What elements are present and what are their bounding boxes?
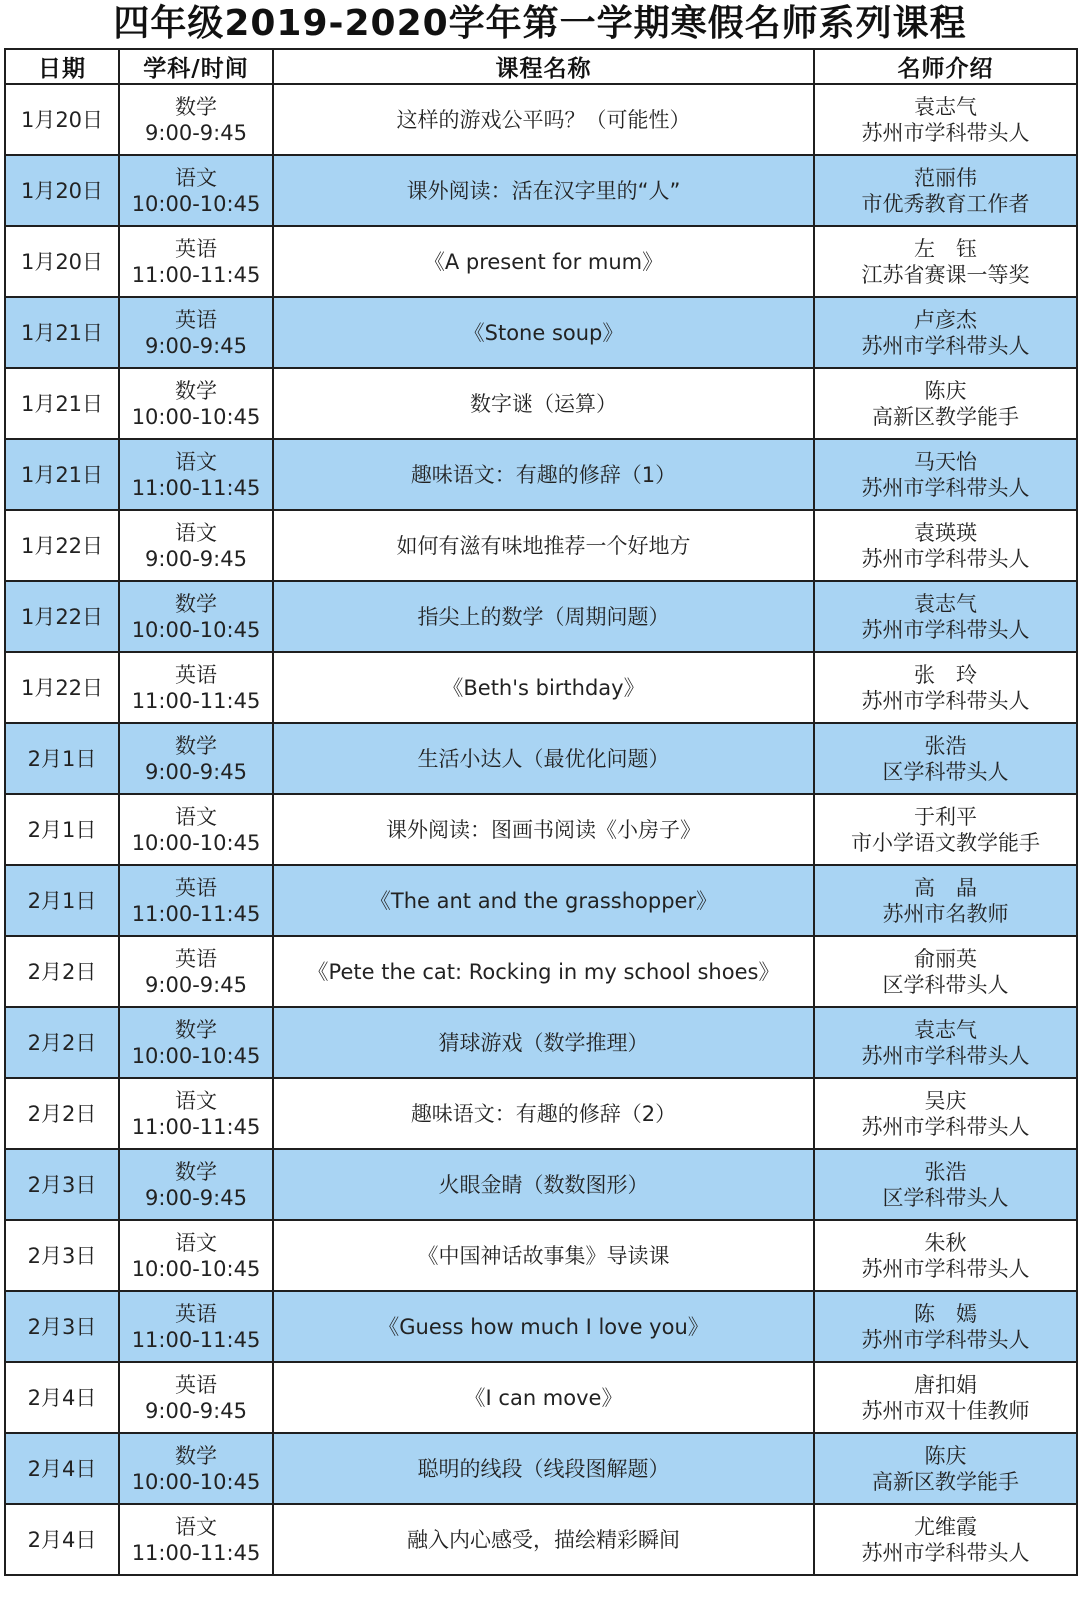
page-title: 四年级2019-2020学年第一学期寒假名师系列课程 xyxy=(113,3,967,44)
teacher-cell xyxy=(814,226,1077,297)
subject-time-cell xyxy=(119,1078,273,1149)
table-body xyxy=(5,84,1077,1575)
table-row xyxy=(5,1504,1077,1575)
date-cell: 2月2日 xyxy=(5,1007,119,1078)
date-cell: 2月2日 xyxy=(5,936,119,1007)
date-cell: 1月21日 xyxy=(5,439,119,510)
subject-label: 英语 xyxy=(175,236,217,261)
course-name-cell: 数字谜（运算） xyxy=(273,368,814,439)
course-name-cell: 指尖上的数学（周期问题） xyxy=(273,581,814,652)
date-cell: 2月1日 xyxy=(5,865,119,936)
teacher-cell xyxy=(814,1433,1077,1504)
time-label: 10:00-10:45 xyxy=(131,1256,261,1281)
teacher-cell xyxy=(814,297,1077,368)
teacher-title: 市优秀教育工作者 xyxy=(861,191,1030,216)
course-name-cell: 《中国神话故事集》导读课 xyxy=(273,1220,814,1291)
teacher-cell xyxy=(814,865,1077,936)
subject-time-cell xyxy=(119,1149,273,1220)
course-name-cell: 趣味语文：有趣的修辞（1） xyxy=(273,439,814,510)
date-cell: 1月20日 xyxy=(5,155,119,226)
course-schedule-table xyxy=(4,48,1078,1576)
teacher-cell xyxy=(814,1504,1077,1575)
date-cell: 1月21日 xyxy=(5,297,119,368)
subject-label: 英语 xyxy=(175,1372,217,1397)
course-name-cell: 《Beth's birthday》 xyxy=(273,652,814,723)
date-cell: 2月2日 xyxy=(5,1078,119,1149)
date-cell: 2月3日 xyxy=(5,1220,119,1291)
time-label: 11:00-11:45 xyxy=(131,1540,261,1565)
time-label: 9:00-9:45 xyxy=(145,333,247,358)
table-row xyxy=(5,297,1077,368)
table-row xyxy=(5,1433,1077,1504)
subject-label: 英语 xyxy=(175,875,217,900)
teacher-cell xyxy=(814,1007,1077,1078)
teacher-cell xyxy=(814,794,1077,865)
table-row xyxy=(5,652,1077,723)
subject-label: 英语 xyxy=(175,662,217,687)
teacher-name: 袁志气 xyxy=(914,1017,977,1042)
time-label: 10:00-10:45 xyxy=(131,404,261,429)
teacher-cell xyxy=(814,723,1077,794)
teacher-title: 区学科带头人 xyxy=(882,759,1009,784)
subject-time-cell xyxy=(119,865,273,936)
subject-time-cell xyxy=(119,723,273,794)
subject-label: 数学 xyxy=(175,1159,217,1184)
subject-time-cell xyxy=(119,1504,273,1575)
date-cell: 2月4日 xyxy=(5,1504,119,1575)
time-label: 11:00-11:45 xyxy=(131,475,261,500)
teacher-name: 陈 嫣 xyxy=(914,1301,977,1326)
teacher-title: 苏州市学科带头人 xyxy=(861,1114,1030,1139)
course-name-cell: 课外阅读：活在汉字里的“人” xyxy=(273,155,814,226)
teacher-cell xyxy=(814,652,1077,723)
teacher-title: 市小学语文教学能手 xyxy=(851,830,1040,855)
date-cell: 1月20日 xyxy=(5,226,119,297)
date-cell: 1月21日 xyxy=(5,368,119,439)
teacher-title: 苏州市学科带头人 xyxy=(861,1043,1030,1068)
teacher-name: 唐扣娟 xyxy=(914,1372,977,1397)
table-row xyxy=(5,1291,1077,1362)
subject-time-cell xyxy=(119,936,273,1007)
teacher-cell xyxy=(814,439,1077,510)
time-label: 10:00-10:45 xyxy=(131,1043,261,1068)
teacher-cell xyxy=(814,84,1077,155)
course-name-cell: 火眼金睛（数数图形） xyxy=(273,1149,814,1220)
teacher-name: 尤维霞 xyxy=(914,1514,977,1539)
time-label: 11:00-11:45 xyxy=(131,1327,261,1352)
course-name-cell: 如何有滋有味地推荐一个好地方 xyxy=(273,510,814,581)
subject-time-cell xyxy=(119,1291,273,1362)
subject-time-cell xyxy=(119,794,273,865)
table-row xyxy=(5,1220,1077,1291)
header-teacher-intro: 名师介绍 xyxy=(814,49,1077,84)
date-cell: 2月1日 xyxy=(5,794,119,865)
teacher-name: 陈庆 xyxy=(924,378,967,403)
subject-label: 语文 xyxy=(175,520,217,545)
subject-time-cell xyxy=(119,1220,273,1291)
time-label: 9:00-9:45 xyxy=(145,120,247,145)
table-row xyxy=(5,865,1077,936)
table-row xyxy=(5,84,1077,155)
date-cell: 1月22日 xyxy=(5,581,119,652)
subject-label: 英语 xyxy=(175,946,217,971)
course-name-cell: 《Stone soup》 xyxy=(273,297,814,368)
teacher-name: 袁瑛瑛 xyxy=(914,520,977,545)
teacher-title: 苏州市双十佳教师 xyxy=(861,1398,1030,1423)
subject-label: 数学 xyxy=(175,1017,217,1042)
table-header-row xyxy=(5,49,1077,84)
table-row xyxy=(5,581,1077,652)
course-name-cell: 聪明的线段（线段图解题） xyxy=(273,1433,814,1504)
time-label: 11:00-11:45 xyxy=(131,262,261,287)
subject-label: 英语 xyxy=(175,1301,217,1326)
subject-label: 语文 xyxy=(175,1088,217,1113)
course-name-cell: 趣味语文：有趣的修辞（2） xyxy=(273,1078,814,1149)
teacher-name: 袁志气 xyxy=(914,94,977,119)
table-row xyxy=(5,439,1077,510)
date-cell: 2月3日 xyxy=(5,1149,119,1220)
subject-label: 数学 xyxy=(175,1443,217,1468)
subject-label: 数学 xyxy=(175,591,217,616)
subject-label: 数学 xyxy=(175,94,217,119)
time-label: 9:00-9:45 xyxy=(145,1398,247,1423)
time-label: 11:00-11:45 xyxy=(131,901,261,926)
teacher-title: 苏州市学科带头人 xyxy=(861,546,1030,571)
teacher-title: 苏州市学科带头人 xyxy=(861,1540,1030,1565)
table-row xyxy=(5,1078,1077,1149)
table-row xyxy=(5,723,1077,794)
table-row xyxy=(5,510,1077,581)
time-label: 9:00-9:45 xyxy=(145,972,247,997)
course-name-cell: 这样的游戏公平吗？（可能性） xyxy=(273,84,814,155)
teacher-name: 于利平 xyxy=(914,804,977,829)
table-row xyxy=(5,1149,1077,1220)
teacher-name: 袁志气 xyxy=(914,591,977,616)
course-name-cell: 《The ant and the grasshopper》 xyxy=(273,865,814,936)
teacher-title: 苏州市学科带头人 xyxy=(861,475,1030,500)
teacher-name: 张浩 xyxy=(924,733,967,758)
teacher-name: 朱秋 xyxy=(924,1230,967,1255)
date-cell: 2月1日 xyxy=(5,723,119,794)
teacher-name: 马天怡 xyxy=(914,449,977,474)
teacher-cell xyxy=(814,510,1077,581)
teacher-cell xyxy=(814,1078,1077,1149)
teacher-name: 卢彦杰 xyxy=(914,307,977,332)
date-cell: 2月3日 xyxy=(5,1291,119,1362)
header-subject-time: 学科/时间 xyxy=(119,49,273,84)
subject-label: 语文 xyxy=(175,165,217,190)
teacher-cell xyxy=(814,581,1077,652)
subject-time-cell xyxy=(119,439,273,510)
subject-time-cell xyxy=(119,297,273,368)
subject-time-cell xyxy=(119,155,273,226)
time-label: 10:00-10:45 xyxy=(131,1469,261,1494)
subject-label: 英语 xyxy=(175,307,217,332)
teacher-title: 苏州市学科带头人 xyxy=(861,688,1030,713)
subject-label: 数学 xyxy=(175,733,217,758)
teacher-cell xyxy=(814,368,1077,439)
teacher-cell xyxy=(814,936,1077,1007)
subject-time-cell xyxy=(119,1362,273,1433)
course-name-cell: 猜球游戏（数学推理） xyxy=(273,1007,814,1078)
table-row xyxy=(5,794,1077,865)
time-label: 9:00-9:45 xyxy=(145,759,247,784)
time-label: 11:00-11:45 xyxy=(131,1114,261,1139)
subject-time-cell xyxy=(119,1433,273,1504)
date-cell: 1月22日 xyxy=(5,652,119,723)
teacher-title: 高新区教学能手 xyxy=(872,1469,1019,1494)
teacher-name: 俞丽英 xyxy=(914,946,977,971)
teacher-name: 张 玲 xyxy=(914,662,977,687)
table-row xyxy=(5,1362,1077,1433)
course-name-cell: 《Pete the cat: Rocking in my school shoes》 xyxy=(273,936,814,1007)
subject-time-cell xyxy=(119,510,273,581)
subject-time-cell xyxy=(119,368,273,439)
table-row xyxy=(5,936,1077,1007)
subject-time-cell xyxy=(119,84,273,155)
date-cell: 1月20日 xyxy=(5,84,119,155)
date-cell: 1月22日 xyxy=(5,510,119,581)
teacher-cell xyxy=(814,1149,1077,1220)
course-name-cell: 《I can move》 xyxy=(273,1362,814,1433)
table-row xyxy=(5,226,1077,297)
teacher-title: 苏州市名教师 xyxy=(882,901,1009,926)
time-label: 11:00-11:45 xyxy=(131,688,261,713)
date-cell: 2月4日 xyxy=(5,1433,119,1504)
teacher-title: 苏州市学科带头人 xyxy=(861,1256,1030,1281)
teacher-name: 张浩 xyxy=(924,1159,967,1184)
course-name-cell: 《A present for mum》 xyxy=(273,226,814,297)
teacher-title: 高新区教学能手 xyxy=(872,404,1019,429)
teacher-title: 区学科带头人 xyxy=(882,972,1009,997)
teacher-title: 苏州市学科带头人 xyxy=(861,120,1030,145)
time-label: 9:00-9:45 xyxy=(145,546,247,571)
course-name-cell: 生活小达人（最优化问题） xyxy=(273,723,814,794)
time-label: 9:00-9:45 xyxy=(145,1185,247,1210)
teacher-title: 苏州市学科带头人 xyxy=(861,617,1030,642)
teacher-name: 左 钰 xyxy=(914,236,977,261)
teacher-cell xyxy=(814,1362,1077,1433)
subject-label: 语文 xyxy=(175,1514,217,1539)
time-label: 10:00-10:45 xyxy=(131,617,261,642)
subject-label: 语文 xyxy=(175,1230,217,1255)
table-row xyxy=(5,155,1077,226)
header-course-name: 课程名称 xyxy=(273,49,814,84)
time-label: 10:00-10:45 xyxy=(131,830,261,855)
teacher-name: 陈庆 xyxy=(924,1443,967,1468)
course-name-cell: 融入内心感受，描绘精彩瞬间 xyxy=(273,1504,814,1575)
teacher-name: 吴庆 xyxy=(924,1088,967,1113)
table-row xyxy=(5,1007,1077,1078)
time-label: 10:00-10:45 xyxy=(131,191,261,216)
subject-label: 数学 xyxy=(175,378,217,403)
subject-label: 语文 xyxy=(175,804,217,829)
header-date: 日期 xyxy=(5,49,119,84)
subject-time-cell xyxy=(119,652,273,723)
subject-time-cell xyxy=(119,581,273,652)
teacher-name: 范丽伟 xyxy=(914,165,977,190)
subject-label: 语文 xyxy=(175,449,217,474)
teacher-cell xyxy=(814,155,1077,226)
course-name-cell: 《Guess how much I love you》 xyxy=(273,1291,814,1362)
date-cell: 2月4日 xyxy=(5,1362,119,1433)
subject-time-cell xyxy=(119,226,273,297)
table-row xyxy=(5,368,1077,439)
teacher-name: 高 晶 xyxy=(914,875,977,900)
teacher-title: 苏州市学科带头人 xyxy=(861,1327,1030,1352)
teacher-cell xyxy=(814,1220,1077,1291)
teacher-title: 区学科带头人 xyxy=(882,1185,1009,1210)
teacher-cell xyxy=(814,1291,1077,1362)
teacher-title: 江苏省赛课一等奖 xyxy=(861,262,1030,287)
subject-time-cell xyxy=(119,1007,273,1078)
teacher-title: 苏州市学科带头人 xyxy=(861,333,1030,358)
course-name-cell: 课外阅读：图画书阅读《小房子》 xyxy=(273,794,814,865)
